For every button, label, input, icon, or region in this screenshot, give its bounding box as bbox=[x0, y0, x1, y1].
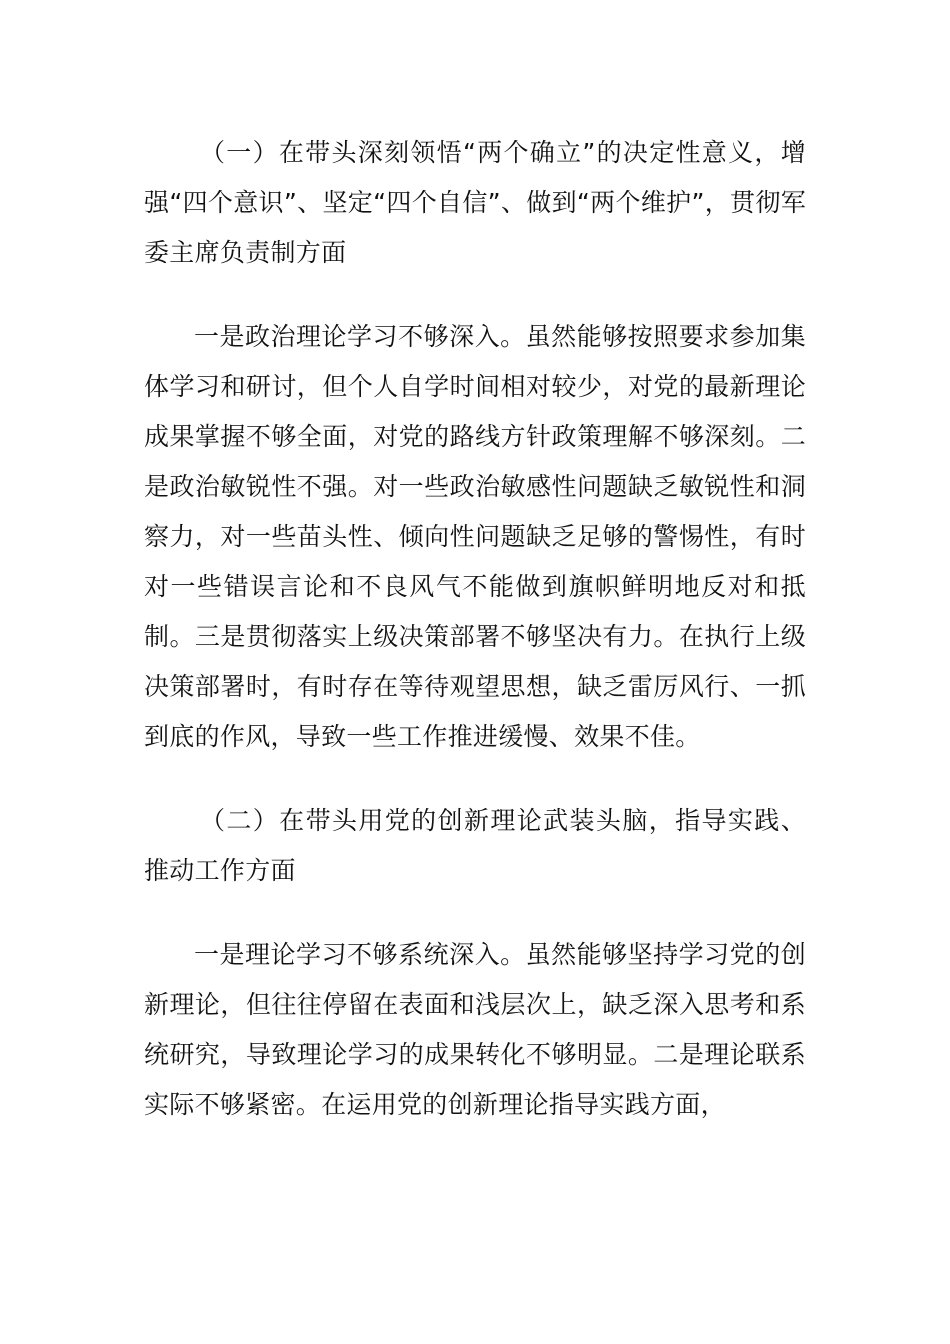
document-body bbox=[144, 128, 806, 1130]
section-1-heading: （一）在带头深刻领悟“两个确立”的决定性意义，增强“四个意识”、坚定“四个自信”、做到“两个维护”，贯彻军委主席负责制方面 bbox=[144, 138, 806, 267]
section-2-paragraph: 一是理论学习不够系统深入。虽然能够坚持学习党的创新理论，但往往停留在表面和浅层次上，缺乏深入思考和系统研究，导致理论学习的成果转化不够明显。二是理论联系实际不够紧密。在运用党的创新理论指导实践方面， bbox=[144, 940, 806, 1119]
section-1-paragraph: 一是政治理论学习不够深入。虽然能够按照要求参加集体学习和研讨，但个人自学时间相对较少，对党的最新理论成果掌握不够全面，对党的路线方针政策理解不够深刻。二是政治敏锐性不强。对一些政治敏感性问题缺乏敏锐性和洞察力，对一些苗头性、倾向性问题缺乏足够的警惕性，有时对一些错误言论和不良风气不能做到旗帜鲜明地反对和抵制。三是贯彻落实上级决策部署不够坚决有力。在执行上级决策部署时，有时存在等待观望思想，缺乏雷厉风行、一抓到底的作风，导致一些工作推进缓慢、效果不佳。 bbox=[144, 322, 806, 751]
section-2-heading: （二）在带头用党的创新理论武装头脑，指导实践、推动工作方面 bbox=[144, 806, 806, 885]
